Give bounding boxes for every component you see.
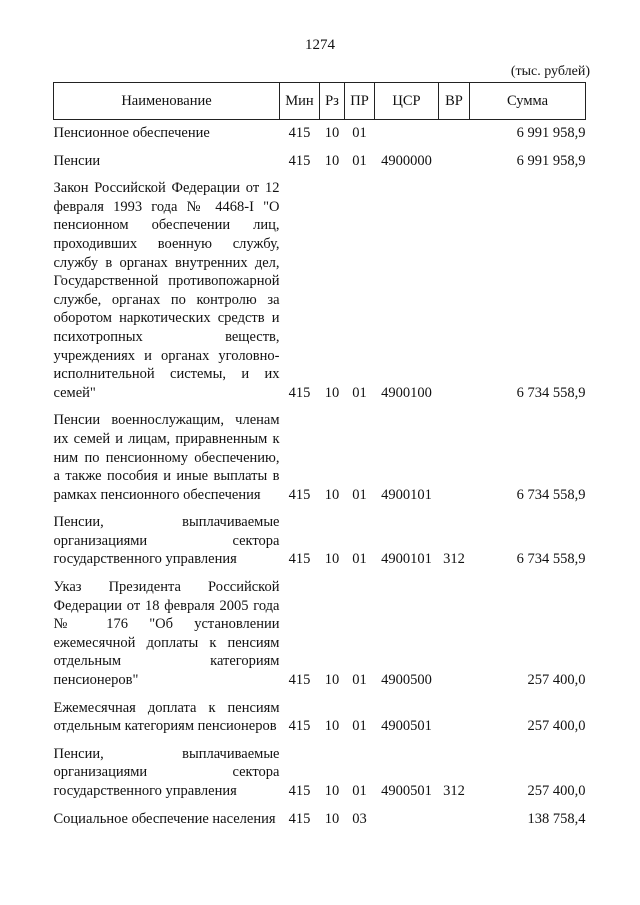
table-row [54,810,586,829]
row-min: 415 [288,486,311,503]
table-row [54,124,586,143]
row-name: Ежемесячная доплата к пенсиям отдельным категориям пенсионеров [53,699,280,735]
row-csr: 4900101 [381,486,432,503]
row-pr: 01 [352,152,367,169]
table-row [54,745,586,801]
row-vr: 312 [443,551,465,568]
row-name: Пенсии военнослужащим, членам их семей и лицам, приравненным к ним по пенсионному обеспечению, а также пособия и иные выплаты в рамках пенсионного обеспечения [53,412,280,503]
table-row [54,179,586,402]
header-csr: ЦСР [375,83,439,120]
header-pr: ПР [345,83,375,120]
header-sum: Сумма [470,83,586,120]
row-vr [439,179,470,402]
row-name: Закон Российской Федерации от 12 февраля 1993 года № 4468-I "О пенсионном обеспечении лиц, проходивших военную службу, службу в органах внутренних дел, Государственной противопожарной службе, органах по контролю за оборотом наркотических средств и психотропных веществ, учреждениях и органах уголовно-исполнительной системы, и их семей" [53,180,280,401]
row-vr [439,152,470,171]
row-csr: 4900501 [381,783,432,799]
row-sum: 257 400,0 [527,718,586,735]
row-name: Пенсии, выплачиваемые организациями сектора государственного управления [53,514,280,568]
header-name: Наименование [54,83,280,120]
row-csr: 4900100 [381,384,432,401]
row-min: 415 [288,125,311,141]
row-name: Пенсии, выплачиваемые организациями сектора государственного управления [53,745,280,799]
row-csr [375,810,439,829]
units-label: (тыс. рублей) [510,64,590,79]
row-rz: 10 [324,486,340,503]
row-min: 415 [288,152,311,169]
row-sum: 138 758,4 [527,810,586,827]
row-csr: 4900000 [381,152,432,169]
row-vr: 312 [443,783,465,799]
row-sum: 257 400,0 [527,672,586,689]
row-sum: 6 734 558,9 [516,384,586,401]
row-vr [439,699,470,736]
row-name: Пенсии [53,152,101,169]
row-csr: 4900501 [381,718,432,735]
row-sum: 6 734 558,9 [516,486,586,503]
header-rz: Рз [320,83,345,120]
row-name: Пенсионное обеспечение [53,125,210,141]
table-header-row [54,83,586,120]
row-rz: 10 [324,551,340,568]
row-min: 415 [288,810,311,827]
row-rz: 10 [324,125,340,141]
row-pr: 03 [352,810,367,827]
row-csr: 4900500 [381,672,432,689]
row-pr: 01 [352,718,367,735]
row-pr: 01 [352,783,367,799]
row-pr: 01 [352,125,367,141]
row-min: 415 [288,551,311,568]
row-vr [439,124,470,143]
row-sum: 6 734 558,9 [516,551,586,568]
row-csr: 4900101 [381,551,432,568]
table-row [54,513,586,569]
row-vr [439,578,470,690]
row-sum: 257 400,0 [527,783,586,799]
row-min: 415 [288,672,311,689]
row-min: 415 [288,783,311,799]
header-vr: ВР [439,83,470,120]
row-pr: 01 [352,551,367,568]
row-rz: 10 [324,672,340,689]
row-vr [439,810,470,829]
row-rz: 10 [324,718,340,735]
row-name: Указ Президента Российской Федерации от 18 февраля 2005 года № 176 "Об установлении ежемесячной доплаты к пенсиям отдельным категориям пенсионеров" [53,579,280,689]
row-name: Социальное обеспечение населения [53,810,276,827]
table-row [54,578,586,690]
row-rz: 10 [324,810,340,827]
row-vr [439,411,470,504]
row-pr: 01 [352,672,367,689]
table-row [54,152,586,171]
table-row [54,411,586,504]
row-pr: 01 [352,486,367,503]
row-pr: 01 [352,384,367,401]
row-sum: 6 991 958,9 [516,152,586,169]
table-row [54,699,586,736]
row-min: 415 [288,718,311,735]
row-rz: 10 [324,783,340,799]
header-min: Мин [280,83,320,120]
budget-table [53,82,586,828]
row-rz: 10 [324,384,340,401]
row-min: 415 [288,384,311,401]
page-number: 1274 [305,37,335,53]
row-csr [375,124,439,143]
row-sum: 6 991 958,9 [516,125,586,141]
row-rz: 10 [324,152,340,169]
